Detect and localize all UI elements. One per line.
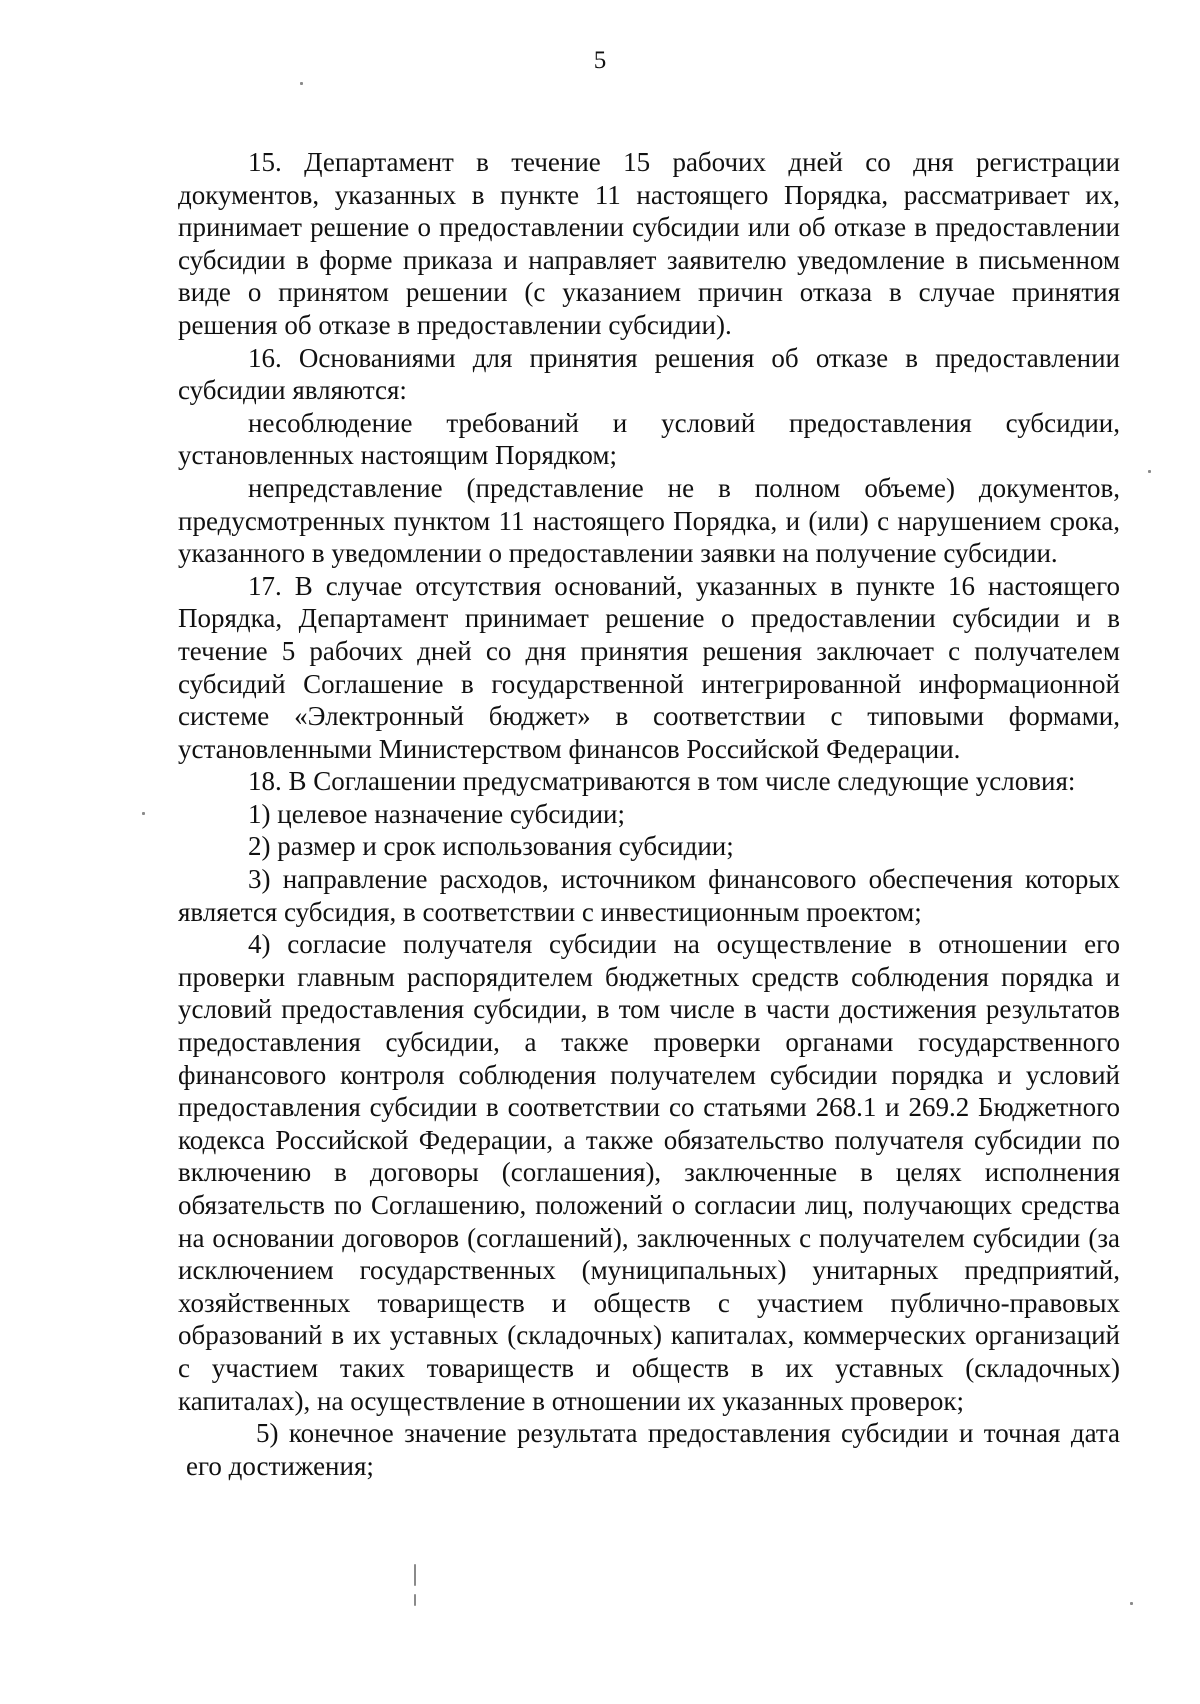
condition-1: 1) целевое назначение субсидии;: [248, 798, 625, 829]
paragraph-17: 17. В случае отсутствия оснований, указанных в пункте 16 настоящего Порядка, Департамент принимает решение о предоставлении субсидии и в течение 5 рабочих дней со дня принятия решения заключает с получателем субсидий Соглашение в государственной интегрированной информационной системе «Электронный бюджет» в соответствии с типовыми формами, установленными Министерством финансов Российской Федерации.: [178, 570, 1120, 764]
paragraph-18: 18. В Соглашении предусматриваются в том числе следующие условия:: [248, 766, 1076, 797]
scan-speck: [414, 1594, 416, 1606]
scan-speck: [300, 82, 303, 85]
page-number: 5: [593, 47, 607, 74]
scan-speck: [414, 1564, 416, 1586]
scan-speck: [1130, 1602, 1133, 1605]
paragraph-16: 16. Основаниями для принятия решения об отказе в предоставлении субсидии являются:: [178, 342, 1120, 406]
condition-3: 3) направление расходов, источником финансового обеспечения которых является субсидия, в соответствии с инвестиционным проектом;: [178, 864, 1120, 927]
scan-speck: [142, 812, 145, 815]
paragraph-16-reason-2: непредставление (представление не в полном объеме) документов, предусмотренных пунктом 11 настоящего Порядка, и (или) с нарушением срока, указанного в уведомлении о предоставлении заявки на получение субсидии.: [178, 472, 1120, 569]
document-body: [178, 146, 1120, 1482]
scan-speck: [1148, 470, 1151, 473]
paragraph-15: 15. Департамент в течение 15 рабочих дней со дня регистрации документов, указанных в пункте 11 настоящего Порядка, рассматривает их, принимает решение о предоставлении субсидии или об отказе в предоставлении субсидии в форме приказа и направляет заявителю уведомление в письменном виде о принятом решении (с указанием причин отказа в случае принятия решения об отказе в предоставлении субсидии).: [178, 147, 1120, 340]
condition-5: 5) конечное значение результата предоставления субсидии и точная дата его достижения;: [186, 1418, 1120, 1481]
condition-4: 4) согласие получателя субсидии на осуществление в отношении его проверки главным распорядителем бюджетных средств соблюдения порядка и условий предоставления субсидии, в том числе в части достижения результатов предоставления субсидии, а также проверки органами государственного финансового контроля соблюдения получателем субсидии порядка и условий предоставления субсидии в соответствии со статьями 268.1 и 269.2 Бюджетного кодекса Российской Федерации, а также обязательство получателя субсидии по включению в договоры (соглашения), заключенные в целях исполнения обязательств по Соглашению, положений о согласии лиц, получающих средства на основании договоров (соглашений), заключенных с получателем субсидии (за исключением государственных (муниципальных) унитарных предприятий, хозяйственных товариществ и обществ с участием публично-правовых образований в их уставных (складочных) капиталах, коммерческих организаций с участием таких товариществ и обществ в их уставных (складочных) капиталах), на осуществление в отношении их указанных проверок;: [178, 929, 1120, 1416]
paragraph-16-reason-1: несоблюдение требований и условий предоставления субсидии, установленных настоящим Порядком;: [178, 407, 1120, 471]
condition-2: 2) размер и срок использования субсидии;: [248, 831, 734, 862]
